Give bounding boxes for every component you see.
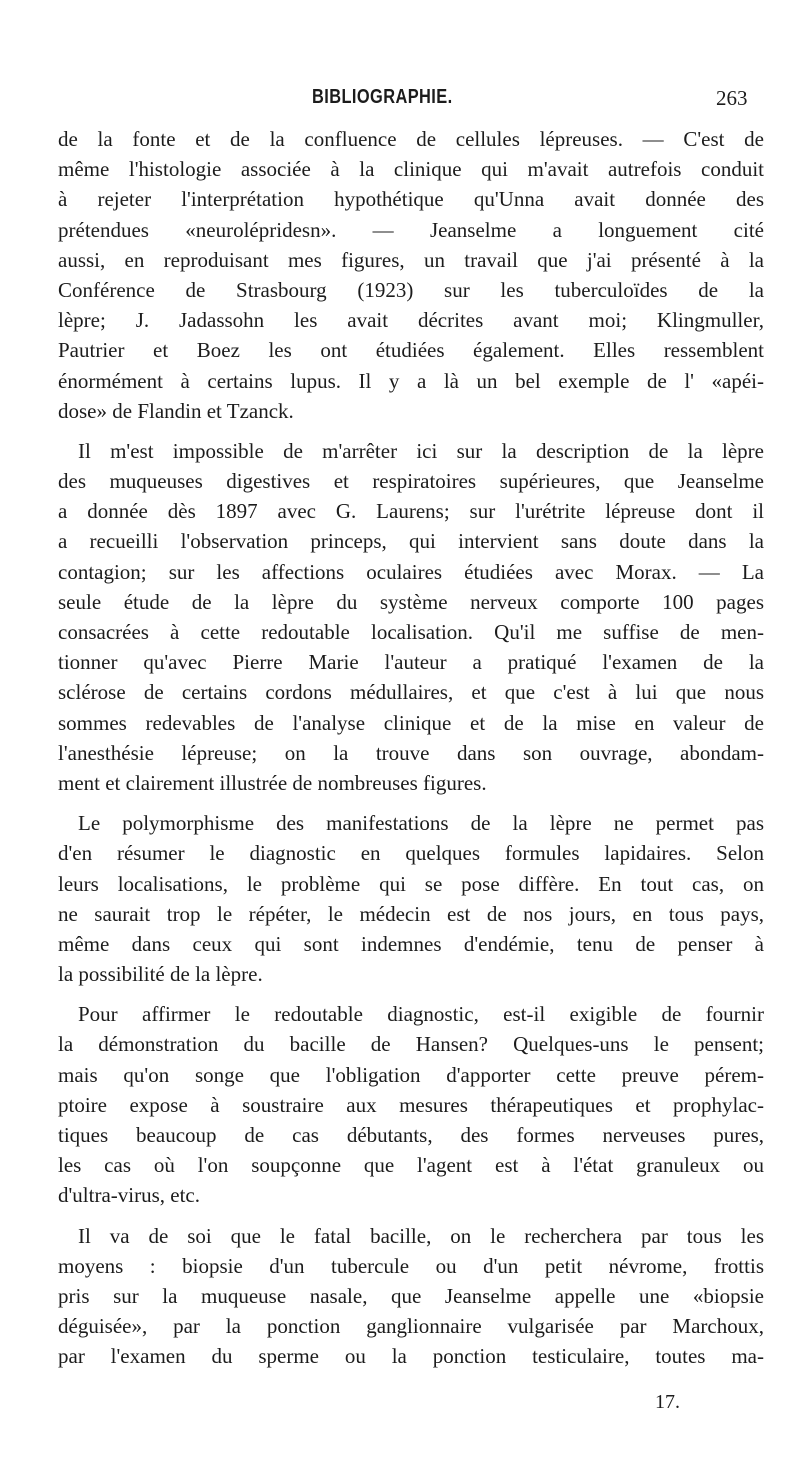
text-line: par l'examen du sperme ou la ponction testiculaire, toutes ma- xyxy=(58,1344,764,1369)
text-line: leurs localisations, le problème qui se pose diffère. En tout cas, on xyxy=(58,871,764,896)
text-line: a recueilli l'observation princeps, qui intervient sans doute dans la xyxy=(58,529,764,554)
text-line: les cas où l'on soupçonne que l'agent est à l'état granuleux ou xyxy=(58,1153,764,1178)
text-line: même dans ceux qui sont indemnes d'endémie, tenu de penser à xyxy=(58,931,764,956)
text-line: la démonstration du bacille de Hansen? Quelques-uns le pensent; xyxy=(58,1032,764,1057)
paragraph xyxy=(58,999,764,1210)
text-line: Il m'est impossible de m'arrêter ici sur la description de la lèpre xyxy=(78,438,764,463)
text-line: contagion; sur les affections oculaires étudiées avec Morax. — La xyxy=(58,559,764,584)
text-line: tionner qu'avec Pierre Marie l'auteur a pratiqué l'examen de la xyxy=(58,650,764,675)
paragraph xyxy=(58,436,764,798)
text-line: pris sur la muqueuse nasale, que Jeanselme appelle une «biopsie xyxy=(58,1283,764,1308)
text-line: Le polymorphisme des manifestations de la lèpre ne permet pas xyxy=(78,811,764,836)
text-line: ptoire expose à soustraire aux mesures thérapeutiques et prophylac- xyxy=(58,1092,764,1117)
text-line: Pour affirmer le redoutable diagnostic, est-il exigible de fournir xyxy=(78,1002,764,1027)
text-line: sommes redevables de l'analyse clinique et de la mise en valeur de xyxy=(58,710,764,735)
text-line: déguisée», par la ponction ganglionnaire vulgarisée par Marchoux, xyxy=(58,1314,764,1339)
text-line: a donnée dès 1897 avec G. Laurens; sur l'urétrite lépreuse dont il xyxy=(58,499,764,524)
text-line: Pautrier et Boez les ont étudiées également. Elles ressemblent xyxy=(58,338,764,363)
text-line: Il va de soi que le fatal bacille, on le recherchera par tous les xyxy=(78,1223,764,1248)
paragraph xyxy=(58,124,764,426)
text-line: l'anesthésie lépreuse; on la trouve dans son ouvrage, abondam- xyxy=(58,740,764,765)
signature-mark: 17. xyxy=(655,1391,680,1413)
text-line: dose» de Flandin et Tzanck. xyxy=(58,398,294,423)
paragraph xyxy=(58,1221,764,1372)
text-line: la possibilité de la lèpre. xyxy=(58,962,263,987)
text-line: même l'histologie associée à la clinique qui m'avait autrefois conduit xyxy=(58,157,764,182)
text-line: sclérose de certains cordons médullaires, et que c'est à lui que nous xyxy=(58,680,764,705)
text-line: prétendues «neurolépridesn». — Jeanselme a longuement cité xyxy=(58,217,764,242)
running-head xyxy=(0,86,800,114)
text-line: d'ultra-virus, etc. xyxy=(58,1183,200,1208)
text-line: énormément à certains lupus. Il y a là un bel exemple de l' «apéi- xyxy=(58,368,764,393)
text-line: Conférence de Strasbourg (1923) sur les tuberculoïdes de la xyxy=(58,277,764,302)
text-line: ne saurait trop le répéter, le médecin est de nos jours, en tous pays, xyxy=(58,901,764,926)
running-title: BIBLIOGRAPHIE. xyxy=(312,86,453,108)
page-number: 263 xyxy=(716,86,748,110)
text-line: mais qu'on songe que l'obligation d'apporter cette preuve pérem- xyxy=(58,1062,764,1087)
text-line: lèpre; J. Jadassohn les avait décrites avant moi; Klingmuller, xyxy=(58,308,764,333)
text-line: de la fonte et de la confluence de cellules lépreuses. — C'est de xyxy=(58,127,764,151)
text-line: consacrées à cette redoutable localisation. Qu'il me suffise de men- xyxy=(58,620,764,644)
paragraph xyxy=(58,808,764,989)
text-line: d'en résumer le diagnostic en quelques formules lapidaires. Selon xyxy=(58,841,764,866)
text-line: ment et clairement illustrée de nombreuses figures. xyxy=(58,770,487,795)
text-line: à rejeter l'interprétation hypothétique qu'Unna avait donnée des xyxy=(58,187,764,212)
text-line: moyens : biopsie d'un tubercule ou d'un petit névrome, frottis xyxy=(58,1253,764,1278)
text-line: seule étude de la lèpre du système nerveux comporte 100 pages xyxy=(58,589,764,614)
text-line: aussi, en reproduisant mes figures, un travail que j'ai présenté à la xyxy=(58,247,764,272)
text-line: tiques beaucoup de cas débutants, des formes nerveuses pures, xyxy=(58,1123,764,1147)
body-text xyxy=(58,124,764,1382)
text-line: des muqueuses digestives et respiratoires supérieures, que Jeanselme xyxy=(58,469,764,494)
